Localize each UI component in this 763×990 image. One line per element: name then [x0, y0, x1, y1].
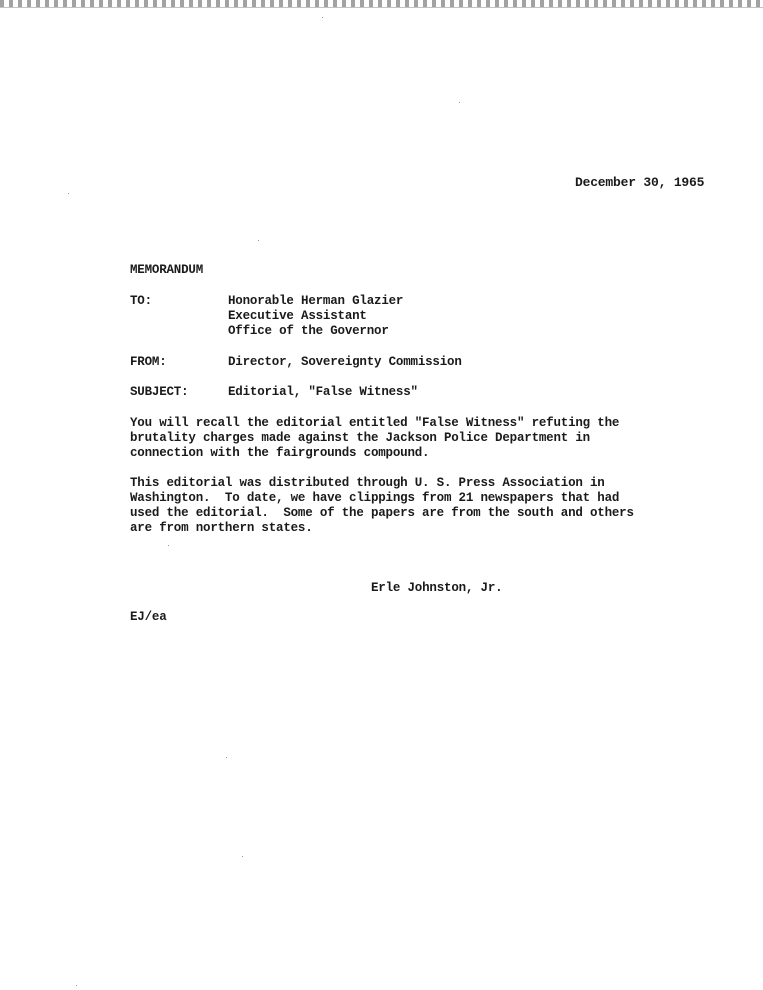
- paragraph-line: brutality charges made against the Jackson Police Department in: [130, 431, 590, 445]
- scan-speck: [322, 17, 323, 18]
- subject-label: SUBJECT:: [130, 385, 189, 399]
- to-recipient-name: Honorable Herman Glazier: [228, 294, 404, 308]
- paragraph-line: used the editorial. Some of the papers are from the south and others: [130, 506, 634, 520]
- subject-value: Editorial, "False Witness": [228, 385, 418, 399]
- scan-speck: [258, 240, 259, 241]
- page-top-edge: [0, 0, 763, 7]
- memo-date: December 30, 1965: [575, 175, 705, 190]
- paragraph-line: This editorial was distributed through U. S. Press Association in: [130, 476, 605, 490]
- signature-block: Erle Johnston, Jr.: [371, 581, 503, 595]
- paragraph-line: connection with the fairgrounds compound.: [130, 446, 430, 460]
- to-recipient-office: Office of the Governor: [228, 324, 389, 338]
- to-recipient-title: Executive Assistant: [228, 309, 367, 323]
- to-label: TO:: [130, 294, 152, 308]
- paragraph-line: are from northern states.: [130, 521, 313, 535]
- scan-speck: [459, 102, 460, 103]
- scan-speck: [242, 856, 243, 857]
- memo-heading: MEMORANDUM: [130, 263, 204, 277]
- from-label: FROM:: [130, 355, 167, 369]
- scan-speck: [68, 193, 69, 194]
- from-value: Director, Sovereignty Commission: [228, 355, 462, 369]
- typist-initials: EJ/ea: [130, 610, 167, 624]
- paragraph-line: You will recall the editorial entitled "False Witness" refuting the: [130, 416, 620, 430]
- scan-speck: [76, 985, 77, 986]
- scan-speck: [226, 757, 227, 758]
- scan-speck: [168, 545, 169, 546]
- page-top-rule: [0, 7, 763, 8]
- paragraph-line: Washington. To date, we have clippings from 21 newspapers that had: [130, 491, 620, 505]
